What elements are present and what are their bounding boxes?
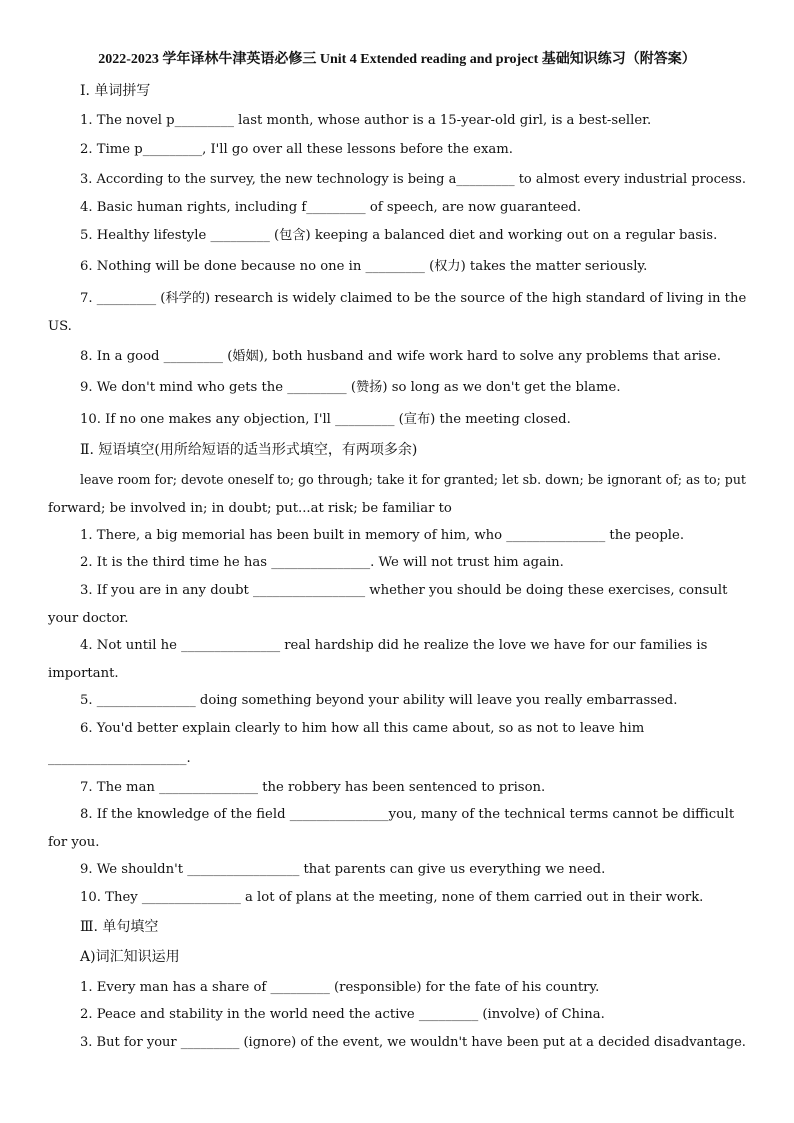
s2-item-2: 2. It is the third time he has _______________. We will not trust him again.: [80, 555, 564, 570]
section1-heading: Ⅰ. 单词拼写: [80, 83, 151, 99]
phrase-bank-line1: leave room for; devote oneself to; go through; take it for granted; let sb. down; be ignorant of; as to; put: [80, 473, 746, 488]
s2-item-1: 1. There, a big memorial has been built in memory of him, who _______________ the people.: [80, 528, 685, 543]
s1-item-10: 10. If no one makes any objection, I'll _________ (宣布) the meeting closed.: [80, 412, 571, 427]
s2-item-7: 7. The man _______________ the robbery has been sentenced to prison.: [80, 780, 546, 795]
section2-heading: Ⅱ. 短语填空(用所给短语的适当形式填空，有两项多余): [80, 442, 418, 458]
s1-item-1: 1. The novel p_________ last month, whose author is a 15-year-old girl, is a best-seller.: [80, 113, 652, 128]
s3-item-2: 2. Peace and stability in the world need the active _________ (involve) of China.: [80, 1007, 605, 1022]
s1-item-5: 5. Healthy lifestyle _________ (包含) keeping a balanced diet and working out on a regular basis.: [80, 228, 718, 243]
s2-item-4: 4. Not until he _______________ real hardship did he realize the love we have for our families is: [80, 638, 708, 653]
s1-item-7-cont: US.: [48, 319, 72, 334]
s1-item-4: 4. Basic human rights, including f_________ of speech, are now guaranteed.: [80, 200, 582, 215]
s2-item-9: 9. We shouldn't _________________ that parents can give us everything we need.: [80, 862, 606, 877]
s2-item-10: 10. They _______________ a lot of plans at the meeting, none of them carried out in their work.: [80, 890, 704, 905]
section3-subheading: A)词汇知识运用: [80, 949, 180, 965]
s2-item-3-cont: your doctor.: [48, 611, 129, 626]
s3-item-1: 1. Every man has a share of _________ (responsible) for the fate of his country.: [80, 980, 600, 995]
s2-item-8: 8. If the knowledge of the field _______________you, many of the technical terms cannot be difficult: [80, 807, 735, 822]
s2-item-8-cont: for you.: [48, 835, 100, 850]
s2-item-6: 6. You'd better explain clearly to him how all this came about, so as not to leave him: [80, 721, 645, 736]
s1-item-9: 9. We don't mind who gets the _________ (赞扬) so long as we don't get the blame.: [80, 380, 621, 395]
s2-item-5: 5. _______________ doing something beyond your ability will leave you really embarrassed.: [80, 693, 678, 708]
s2-item-4-cont: important.: [48, 666, 119, 681]
s1-item-7: 7. _________ (科学的) research is widely claimed to be the source of the high standard of living in the: [80, 291, 747, 306]
section3-heading: Ⅲ. 单句填空: [80, 919, 159, 935]
s3-item-3: 3. But for your _________ (ignore) of the event, we wouldn't have been put at a decided disadvantage.: [80, 1035, 746, 1050]
s1-item-8: 8. In a good _________ (婚姻), both husband and wife work hard to solve any problems that arise.: [80, 349, 721, 364]
s1-item-6: 6. Nothing will be done because no one in _________ (权力) takes the matter seriously.: [80, 259, 648, 274]
phrase-bank-line2: forward; be involved in; in doubt; put...at risk; be familiar to: [48, 501, 452, 516]
document-title: 2022-2023 学年译林牛津英语必修三 Unit 4 Extended reading and project 基础知识练习（附答案）: [98, 52, 696, 67]
s2-item-6-cont: _____________________.: [48, 751, 191, 766]
s2-item-3: 3. If you are in any doubt _________________ whether you should be doing these exercises, consult: [80, 583, 728, 598]
s1-item-3: 3. According to the survey, the new technology is being a_________ to almost every industrial process.: [80, 172, 746, 187]
s1-item-2: 2. Time p_________, I'll go over all these lessons before the exam.: [80, 142, 513, 157]
